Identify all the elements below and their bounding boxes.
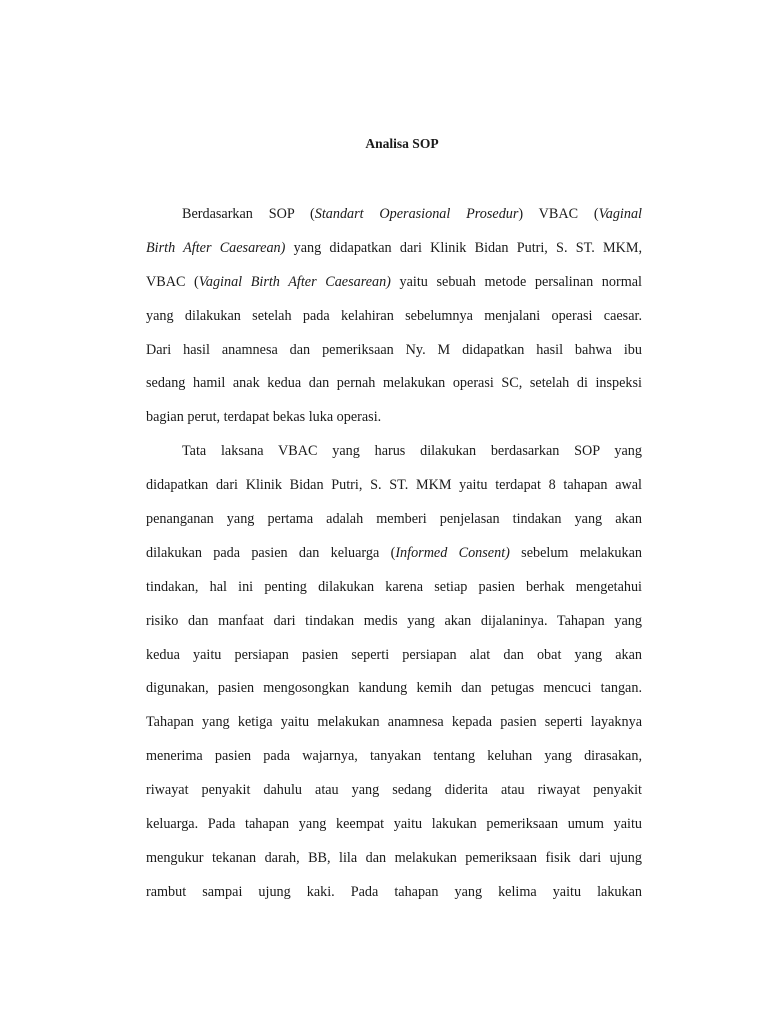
text-line (146, 537, 642, 571)
text-line (146, 367, 642, 401)
text-segment: penanganan yang pertama adalah memberi penjelasan tindakan yang akan (146, 511, 642, 528)
text-line (146, 503, 642, 537)
document-body (146, 198, 642, 910)
text-line (146, 334, 642, 368)
text-line (146, 198, 642, 232)
text-segment: Berdasarkan SOP ( (182, 206, 315, 222)
text-segment: Dari hasil anamnesa dan pemeriksaan Ny. M didapatkan hasil bahwa ibu (146, 341, 642, 358)
text-segment: Tahapan yang ketiga yaitu melakukan anamnesa kepada pasien seperti layaknya (146, 714, 642, 731)
text-line (146, 706, 642, 740)
text-segment: keluarga. Pada tahapan yang keempat yaitu lakukan pemeriksaan umum yaitu (146, 816, 642, 833)
text-line (146, 876, 642, 910)
text-line (146, 300, 642, 334)
text-line (146, 842, 642, 876)
text-line (146, 571, 642, 605)
text-segment: mengukur tekanan darah, BB, lila dan melakukan pemeriksaan fisik dari ujung (146, 849, 642, 866)
text-segment: riwayat penyakit dahulu atau yang sedang diderita atau riwayat penyakit (146, 782, 642, 799)
text-line (146, 401, 642, 435)
text-segment: bagian perut, terdapat bekas luka operasi. (146, 409, 382, 426)
text-segment: risiko dan manfaat dari tindakan medis yang akan dijalaninya. Tahapan yang (146, 612, 642, 629)
text-segment: dilakukan pada pasien dan keluarga ( (146, 544, 396, 561)
italic-text: Informed Consent) (395, 544, 510, 561)
text-segment: yaitu sebuah metode persalinan normal (390, 273, 642, 290)
text-segment: ) VBAC ( (518, 206, 599, 222)
italic-text: Vaginal (598, 206, 642, 222)
paragraph (146, 435, 642, 909)
italic-text: Birth After Caesarean) (146, 239, 286, 256)
text-line (146, 808, 642, 842)
text-segment: digunakan, pasien mengosongkan kandung kemih dan petugas mencuci tangan. (146, 680, 642, 697)
text-segment: yang didapatkan dari Klinik Bidan Putri, S. ST. MKM, (285, 239, 642, 256)
text-line (146, 266, 642, 300)
text-segment: Tata laksana VBAC yang harus dilakukan berdasarkan SOP yang (182, 443, 642, 460)
paragraph (146, 198, 642, 435)
text-segment: yang dilakukan setelah pada kelahiran sebelumnya menjalani operasi caesar. (146, 307, 642, 324)
text-line (146, 740, 642, 774)
text-segment: tindakan, hal ini penting dilakukan karena setiap pasien berhak mengetahui (146, 578, 642, 595)
italic-text: Vaginal Birth After Caesarean) (198, 273, 391, 290)
text-line (146, 232, 642, 266)
text-segment: menerima pasien pada wajarnya, tanyakan tentang keluhan yang dirasakan, (146, 748, 642, 765)
text-segment: sedang hamil anak kedua dan pernah melakukan operasi SC, setelah di inspeksi (146, 375, 642, 392)
document-title: Analisa SOP (365, 136, 439, 151)
text-segment: kedua yaitu persiapan pasien seperti persiapan alat dan obat yang akan (146, 646, 642, 663)
text-line (146, 639, 642, 673)
text-line (146, 672, 642, 706)
text-segment: rambut sampai ujung kaki. Pada tahapan yang kelima yaitu lakukan (146, 883, 642, 900)
text-segment: VBAC ( (146, 273, 199, 290)
italic-text: Standart Operasional Prosedur (314, 206, 519, 222)
text-line (146, 774, 642, 808)
text-line (146, 469, 642, 503)
text-segment: sebelum melakukan (509, 544, 643, 561)
text-line (146, 435, 642, 469)
text-line (146, 605, 642, 639)
text-segment: didapatkan dari Klinik Bidan Putri, S. ST. MKM yaitu terdapat 8 tahapan awal (146, 477, 642, 494)
